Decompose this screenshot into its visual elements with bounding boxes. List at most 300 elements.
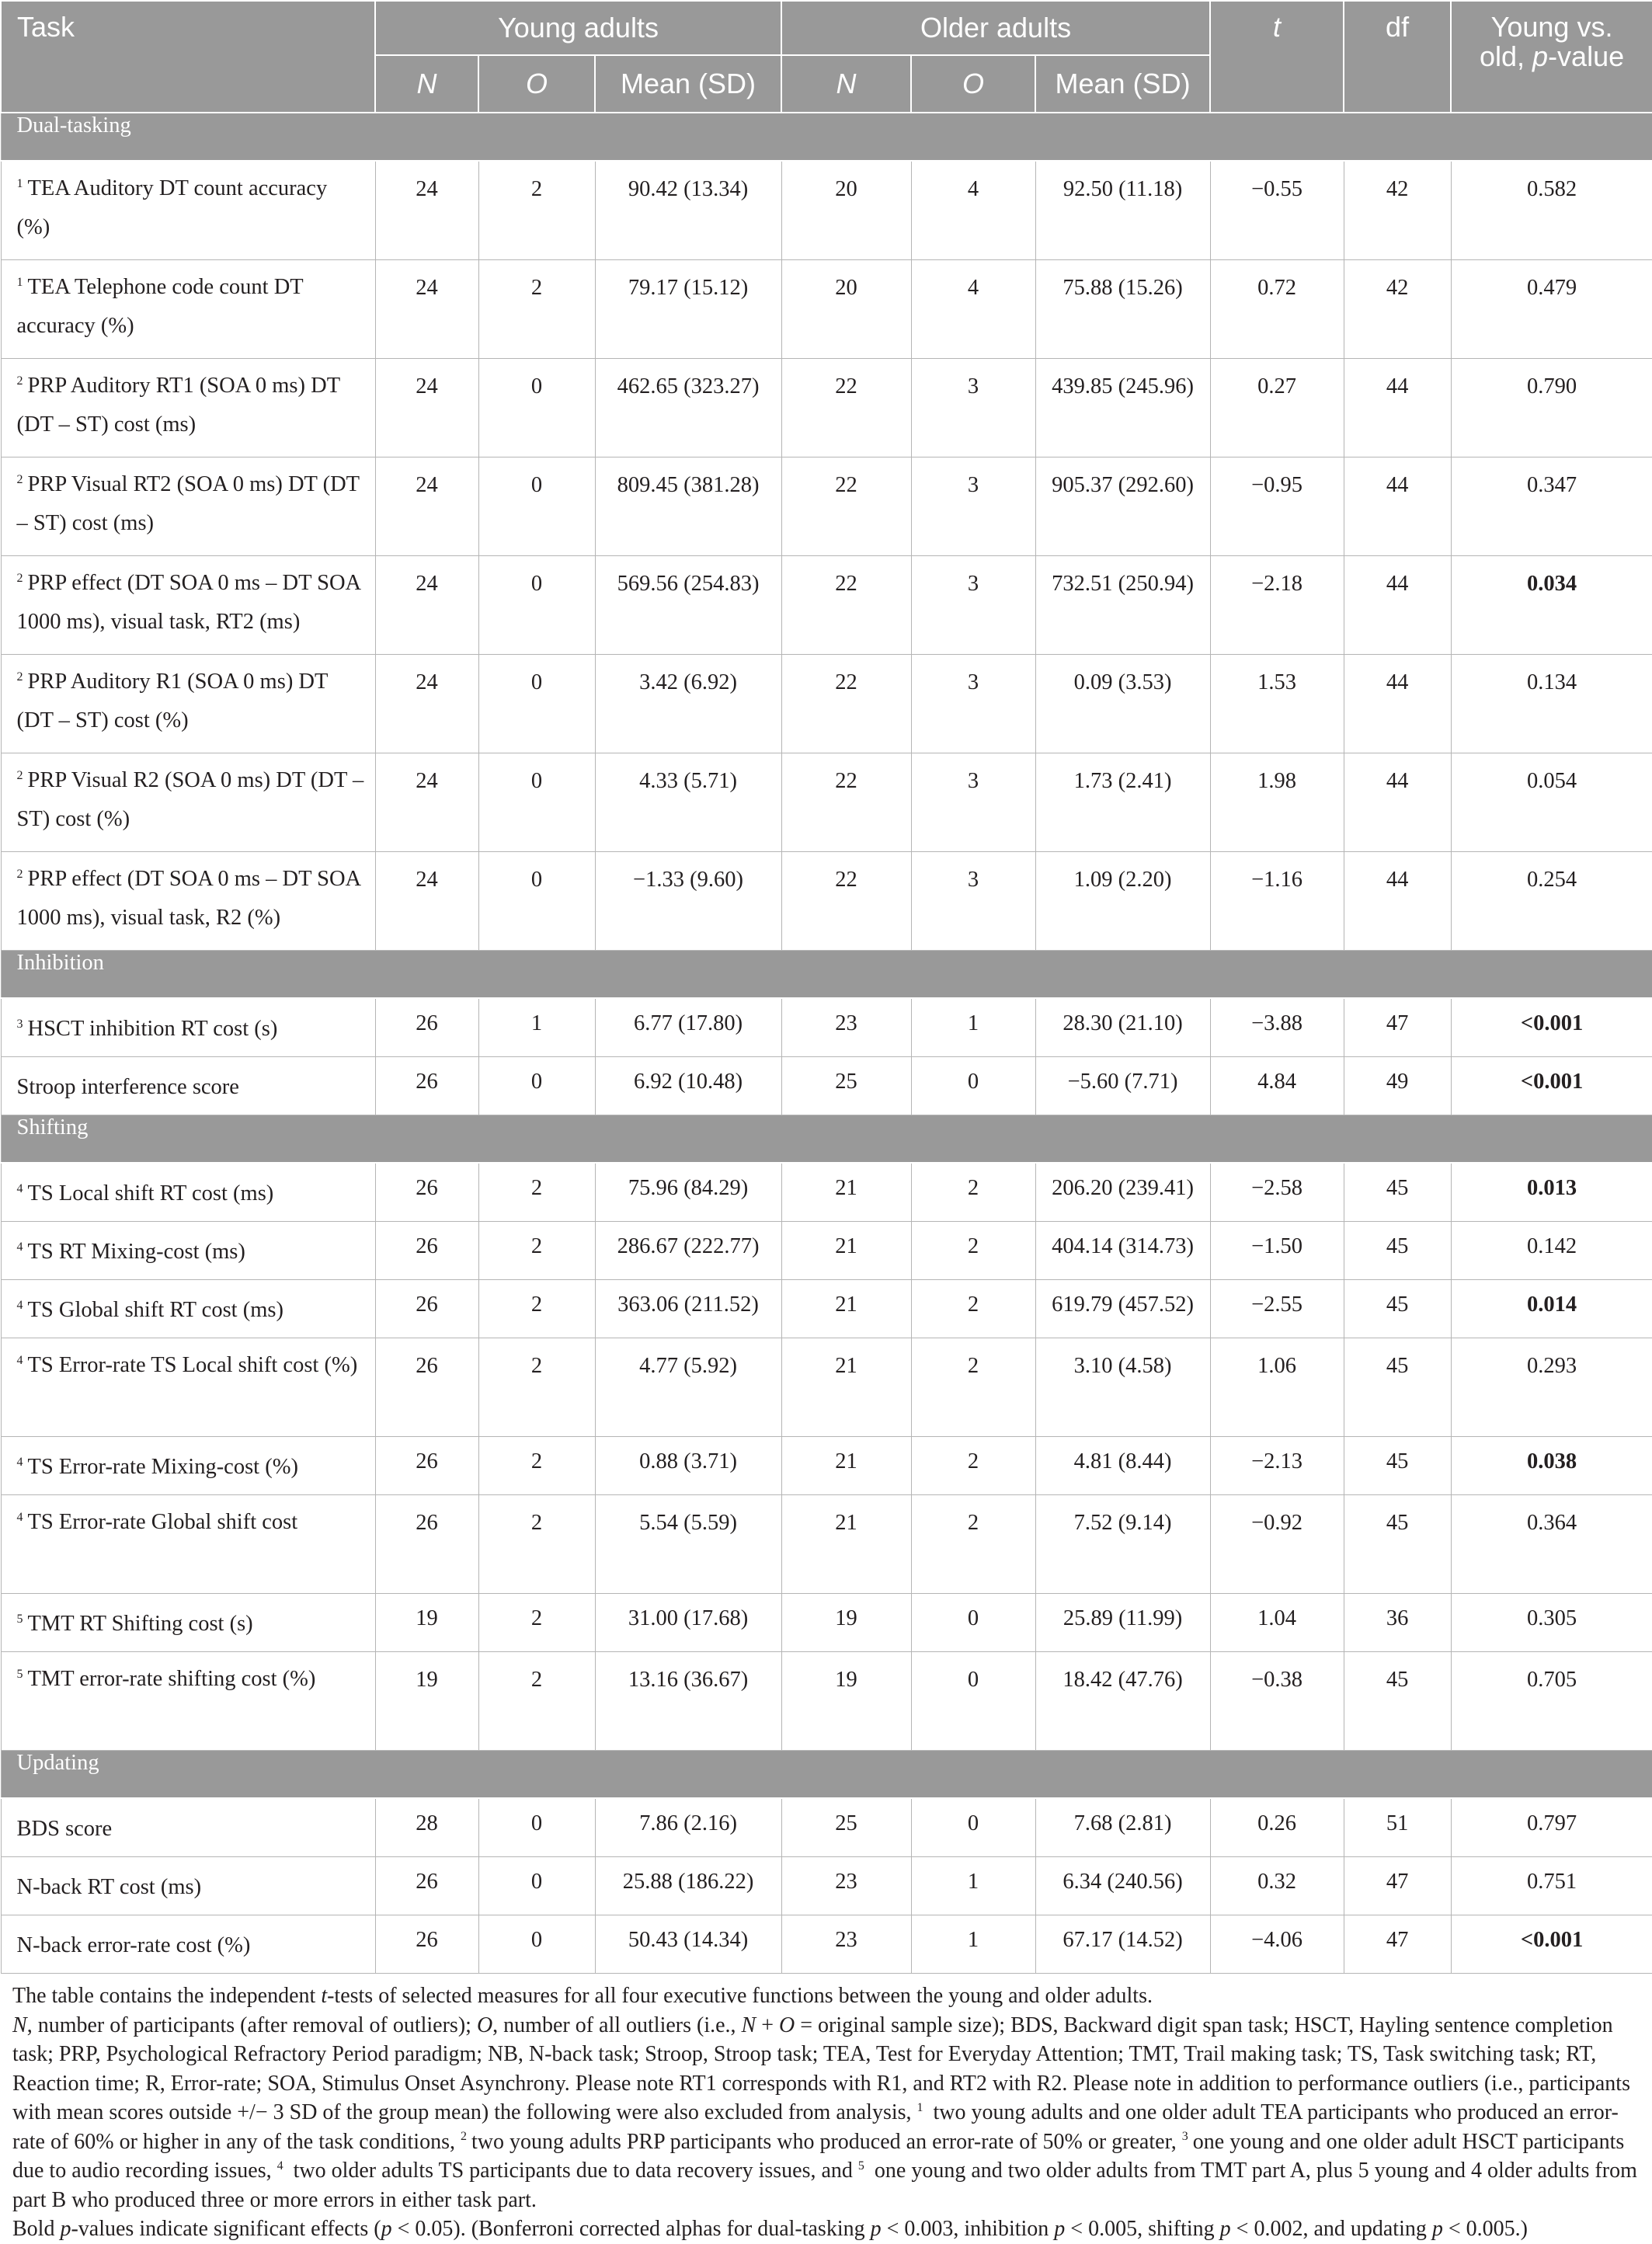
older-n-cell: 22 — [781, 753, 911, 852]
footnote-marker: 4 — [16, 1240, 23, 1254]
alpha-1-p: p — [870, 2217, 882, 2241]
young-o-cell: 0 — [478, 457, 595, 556]
task-label: PRP effect (DT SOA 0 ms – DT SOA 1000 ms), visual task, RT2 (ms) — [16, 571, 360, 634]
task-cell — [1, 1338, 375, 1437]
young-mean-sd-cell: 363.06 (211.52) — [595, 1280, 781, 1338]
older-mean-sd-cell: 25.89 (11.99) — [1035, 1594, 1210, 1652]
young-mean-sd-cell: 569.56 (254.83) — [595, 556, 781, 655]
table-row — [1, 359, 1652, 457]
older-n-cell: 21 — [781, 1437, 911, 1495]
older-n-cell: 21 — [781, 1163, 911, 1222]
task-cell — [1, 1594, 375, 1652]
older-o-cell: 1 — [911, 1915, 1035, 1974]
header-pvalue-pre: old, — [1479, 40, 1533, 72]
older-o-cell: 0 — [911, 1652, 1035, 1751]
task-cell — [1, 1222, 375, 1280]
footnote-marker: 2 — [16, 670, 23, 684]
older-o-cell: 3 — [911, 359, 1035, 457]
section-title: Updating — [1, 1751, 1652, 1799]
older-o-cell: 3 — [911, 457, 1035, 556]
young-n-cell: 26 — [375, 1057, 478, 1115]
df-value-cell: 44 — [1344, 556, 1451, 655]
section-header-row — [1, 1751, 1652, 1799]
df-value-cell: 45 — [1344, 1280, 1451, 1338]
table-row — [1, 260, 1652, 359]
df-value-cell: 45 — [1344, 1163, 1451, 1222]
header-t: t — [1210, 1, 1344, 113]
df-value-cell: 47 — [1344, 1857, 1451, 1915]
p-value-cell: 0.797 — [1451, 1798, 1652, 1857]
older-mean-sd-cell: 92.50 (11.18) — [1035, 161, 1210, 260]
task-label: TS Error-rate TS Local shift cost (%) — [27, 1353, 358, 1377]
t-value-cell: −0.95 — [1210, 457, 1344, 556]
young-o-cell: 2 — [478, 1652, 595, 1751]
task-label: Stroop interference score — [16, 1075, 239, 1099]
older-mean-sd-cell: 3.10 (4.58) — [1035, 1338, 1210, 1437]
task-cell — [1, 1495, 375, 1594]
older-n-cell: 23 — [781, 1857, 911, 1915]
caption-post: -tests of selected measures for all four executive functions between the young and older adults. — [327, 1984, 1153, 2008]
t-value-cell: −1.50 — [1210, 1222, 1344, 1280]
footnote-marker: 1 — [16, 176, 23, 190]
table-header — [1, 1, 1652, 113]
young-n-cell: 24 — [375, 161, 478, 260]
task-cell — [1, 852, 375, 951]
table-row — [1, 1915, 1652, 1974]
p-value-cell: 0.142 — [1451, 1222, 1652, 1280]
older-n-cell: 19 — [781, 1594, 911, 1652]
older-o-cell: 2 — [911, 1280, 1035, 1338]
footnote-marker: 2 — [16, 374, 23, 388]
footnote-marker: 1 — [16, 275, 23, 289]
section-header-row — [1, 113, 1652, 161]
t-value-cell: −4.06 — [1210, 1915, 1344, 1974]
older-n-cell: 21 — [781, 1495, 911, 1594]
footnote-5-text: one young and two older adults from TMT part A, plus 5 young and 4 older adults from part B who produced three or more errors in either task part. — [12, 2159, 1637, 2212]
p-value-cell: <0.001 — [1451, 1915, 1652, 1974]
task-cell — [1, 1857, 375, 1915]
table-row — [1, 852, 1652, 951]
young-n-cell: 19 — [375, 1594, 478, 1652]
header-pvalue-line1: Young vs. — [1490, 11, 1613, 43]
df-value-cell: 49 — [1344, 1057, 1451, 1115]
alpha-3-p: p — [1219, 2217, 1231, 2241]
alpha-2: < 0.005, shifting — [1065, 2217, 1220, 2241]
task-label: TMT error-rate shifting cost (%) — [27, 1667, 316, 1691]
task-label: TS Global shift RT cost (ms) — [27, 1298, 283, 1322]
table-body — [1, 113, 1652, 1974]
older-n-cell: 22 — [781, 556, 911, 655]
task-label: TS Error-rate Mixing-cost (%) — [27, 1455, 298, 1479]
table-row — [1, 161, 1652, 260]
young-mean-sd-cell: 462.65 (323.27) — [595, 359, 781, 457]
young-o-cell: 2 — [478, 1495, 595, 1594]
older-o-cell: 2 — [911, 1437, 1035, 1495]
p-value-cell: 0.790 — [1451, 359, 1652, 457]
t-value-cell: −0.55 — [1210, 161, 1344, 260]
young-n-cell: 24 — [375, 556, 478, 655]
task-label: TS RT Mixing-cost (ms) — [27, 1240, 245, 1264]
df-value-cell: 45 — [1344, 1338, 1451, 1437]
t-value-cell: 1.53 — [1210, 655, 1344, 753]
young-o-cell: 2 — [478, 1594, 595, 1652]
t-value-cell: 1.06 — [1210, 1338, 1344, 1437]
p-value-cell: 0.582 — [1451, 161, 1652, 260]
young-o-cell: 0 — [478, 359, 595, 457]
t-value-cell: 1.98 — [1210, 753, 1344, 852]
footnote-marker: 4 — [16, 1455, 23, 1469]
older-mean-sd-cell: 7.68 (2.81) — [1035, 1798, 1210, 1857]
task-label: PRP Visual RT2 (SOA 0 ms) DT (DT – ST) cost (ms) — [16, 472, 360, 535]
young-mean-sd-cell: 5.54 (5.59) — [595, 1495, 781, 1594]
task-cell — [1, 1163, 375, 1222]
t-value-cell: −2.18 — [1210, 556, 1344, 655]
footnote-2-text: two young adults PRP participants who produced an error-rate of 50% or greater, — [471, 2129, 1182, 2154]
footnote-marker: 2 — [16, 571, 23, 585]
task-cell — [1, 1652, 375, 1751]
older-o-cell: 1 — [911, 1857, 1035, 1915]
older-o-cell: 4 — [911, 161, 1035, 260]
young-n-cell: 24 — [375, 359, 478, 457]
table-row — [1, 1798, 1652, 1857]
t-value-cell: −2.55 — [1210, 1280, 1344, 1338]
df-value-cell: 42 — [1344, 260, 1451, 359]
p-value-cell: 0.054 — [1451, 753, 1652, 852]
young-n-cell: 19 — [375, 1652, 478, 1751]
footnote-marker: 5 — [16, 1667, 23, 1681]
footnote-abbreviations — [12, 2011, 1640, 2215]
header-pvalue — [1451, 1, 1652, 113]
df-value-cell: 45 — [1344, 1652, 1451, 1751]
older-o-cell: 2 — [911, 1163, 1035, 1222]
young-o-cell: 2 — [478, 1437, 595, 1495]
section-title: Dual-tasking — [1, 113, 1652, 161]
task-cell — [1, 753, 375, 852]
section-title: Shifting — [1, 1115, 1652, 1164]
df-value-cell: 47 — [1344, 1915, 1451, 1974]
young-mean-sd-cell: 4.33 (5.71) — [595, 753, 781, 852]
footnote-3-text: one young and one older adult HSCT participants due to audio recording issues, — [12, 2129, 1625, 2183]
young-n-cell: 26 — [375, 998, 478, 1057]
df-value-cell: 45 — [1344, 1437, 1451, 1495]
table-row — [1, 1857, 1652, 1915]
young-mean-sd-cell: 90.42 (13.34) — [595, 161, 781, 260]
table-row — [1, 998, 1652, 1057]
p-value-cell: 0.034 — [1451, 556, 1652, 655]
task-label: N-back error-rate cost (%) — [16, 1933, 251, 1957]
young-n-cell: 24 — [375, 457, 478, 556]
older-mean-sd-cell: 0.09 (3.53) — [1035, 655, 1210, 753]
young-o-cell: 0 — [478, 852, 595, 951]
young-mean-sd-cell: 75.96 (84.29) — [595, 1163, 781, 1222]
footnote-marker: 2 — [16, 768, 23, 782]
abbr-o: O — [476, 2013, 493, 2037]
header-task: Task — [1, 1, 375, 113]
task-label: HSCT inhibition RT cost (s) — [27, 1017, 278, 1041]
young-mean-sd-cell: 3.42 (6.92) — [595, 655, 781, 753]
t-value-cell: 0.32 — [1210, 1857, 1344, 1915]
older-o-cell: 3 — [911, 655, 1035, 753]
footnote-marker-1: 1 — [916, 2100, 923, 2114]
bold-p: p — [60, 2217, 71, 2241]
footnote-significance — [12, 2214, 1640, 2244]
alpha-2-p: p — [1054, 2217, 1066, 2241]
abbr-o-text: , number of all outliers (i.e., — [492, 2013, 742, 2037]
older-n-cell: 21 — [781, 1338, 911, 1437]
young-n-cell: 28 — [375, 1798, 478, 1857]
task-label: TMT RT Shifting cost (s) — [27, 1612, 253, 1636]
task-cell — [1, 1437, 375, 1495]
older-o-cell: 3 — [911, 852, 1035, 951]
young-n-cell: 26 — [375, 1338, 478, 1437]
p-value-cell: 0.347 — [1451, 457, 1652, 556]
young-o-cell: 1 — [478, 998, 595, 1057]
p-value-cell: <0.001 — [1451, 998, 1652, 1057]
df-value-cell: 36 — [1344, 1594, 1451, 1652]
p-value-cell: 0.014 — [1451, 1280, 1652, 1338]
task-label: BDS score — [16, 1817, 113, 1841]
older-n-cell: 21 — [781, 1280, 911, 1338]
task-label: PRP Auditory R1 (SOA 0 ms) DT (DT – ST) cost (%) — [16, 670, 328, 732]
p-value-cell: <0.001 — [1451, 1057, 1652, 1115]
table-row — [1, 655, 1652, 753]
older-mean-sd-cell: 732.51 (250.94) — [1035, 556, 1210, 655]
young-mean-sd-cell: 13.16 (36.67) — [595, 1652, 781, 1751]
df-value-cell: 44 — [1344, 852, 1451, 951]
older-mean-sd-cell: 206.20 (239.41) — [1035, 1163, 1210, 1222]
p-value-cell: 0.293 — [1451, 1338, 1652, 1437]
df-value-cell: 45 — [1344, 1222, 1451, 1280]
task-cell — [1, 457, 375, 556]
header-young-n: N — [375, 55, 478, 113]
older-mean-sd-cell: 619.79 (457.52) — [1035, 1280, 1210, 1338]
header-older-o: O — [911, 55, 1035, 113]
task-cell — [1, 556, 375, 655]
young-mean-sd-cell: 4.77 (5.92) — [595, 1338, 781, 1437]
older-n-cell: 20 — [781, 260, 911, 359]
older-n-cell: 22 — [781, 852, 911, 951]
young-o-cell: 0 — [478, 655, 595, 753]
young-mean-sd-cell: 50.43 (14.34) — [595, 1915, 781, 1974]
abbr-eq-plus: + — [756, 2013, 780, 2037]
table-row — [1, 1437, 1652, 1495]
t-value-cell: −1.16 — [1210, 852, 1344, 951]
t-value-cell: 4.84 — [1210, 1057, 1344, 1115]
young-mean-sd-cell: 6.92 (10.48) — [595, 1057, 781, 1115]
older-mean-sd-cell: 6.34 (240.56) — [1035, 1857, 1210, 1915]
footnote-marker-5: 5 — [857, 2159, 864, 2173]
older-n-cell: 22 — [781, 457, 911, 556]
p-value-cell: 0.479 — [1451, 260, 1652, 359]
older-mean-sd-cell: 1.09 (2.20) — [1035, 852, 1210, 951]
caption-t: t — [321, 1984, 328, 2008]
task-label: PRP Visual R2 (SOA 0 ms) DT (DT – ST) cost (%) — [16, 768, 364, 831]
older-o-cell: 3 — [911, 556, 1035, 655]
older-mean-sd-cell: 4.81 (8.44) — [1035, 1437, 1210, 1495]
footnote-1-text: two young adults and one older adult TEA participants who produced an error-rate of 60% or higher in any of the task conditions, — [12, 2100, 1619, 2154]
older-o-cell: 2 — [911, 1495, 1035, 1594]
older-mean-sd-cell: 75.88 (15.26) — [1035, 260, 1210, 359]
header-young-mean: Mean (SD) — [595, 55, 781, 113]
older-mean-sd-cell: 905.37 (292.60) — [1035, 457, 1210, 556]
young-o-cell: 0 — [478, 753, 595, 852]
p-value-cell: 0.364 — [1451, 1495, 1652, 1594]
table-row — [1, 556, 1652, 655]
task-label: N-back RT cost (ms) — [16, 1875, 202, 1899]
footnote-caption — [12, 1981, 1640, 2011]
p-value-cell: 0.134 — [1451, 655, 1652, 753]
young-n-cell: 24 — [375, 655, 478, 753]
task-label: TEA Auditory DT count accuracy (%) — [16, 176, 328, 239]
older-mean-sd-cell: 67.17 (14.52) — [1035, 1915, 1210, 1974]
bold-mid: -values indicate significant effects ( — [71, 2217, 381, 2241]
table-row — [1, 1594, 1652, 1652]
footnote-marker-3: 3 — [1181, 2130, 1188, 2144]
young-o-cell: 2 — [478, 1222, 595, 1280]
task-cell — [1, 260, 375, 359]
older-n-cell: 23 — [781, 1915, 911, 1974]
young-o-cell: 0 — [478, 1798, 595, 1857]
task-label: TS Local shift RT cost (ms) — [27, 1181, 274, 1205]
header-young-adults: Young adults — [375, 1, 781, 55]
alpha-3: < 0.002, and updating — [1230, 2217, 1432, 2241]
task-cell — [1, 998, 375, 1057]
header-df: df — [1344, 1, 1451, 113]
bold-post: < 0.05). (Bonferroni corrected alphas for dual-tasking — [391, 2217, 871, 2241]
task-label: TS Error-rate Global shift cost — [27, 1510, 298, 1534]
t-value-cell: 0.72 — [1210, 260, 1344, 359]
young-n-cell: 26 — [375, 1857, 478, 1915]
task-cell — [1, 1915, 375, 1974]
young-n-cell: 26 — [375, 1163, 478, 1222]
older-o-cell: 0 — [911, 1594, 1035, 1652]
df-value-cell: 42 — [1344, 161, 1451, 260]
df-value-cell: 47 — [1344, 998, 1451, 1057]
header-older-adults: Older adults — [781, 1, 1210, 55]
t-value-cell: −2.13 — [1210, 1437, 1344, 1495]
young-n-cell: 24 — [375, 753, 478, 852]
older-o-cell: 0 — [911, 1798, 1035, 1857]
older-o-cell: 4 — [911, 260, 1035, 359]
older-n-cell: 25 — [781, 1057, 911, 1115]
table-row — [1, 1057, 1652, 1115]
abbr-rest: = original sample size); BDS, Backward digit span task; HSCT, Hayling sentence completion task; PRP, Psychological Refractory Period paradigm; NB, N-back task; Stroop, Stroop task; TEA, Test for Everyday Attention; TMT, Trail making task; TS, Task switching task; RT, Reaction time; R, Error-rate; SOA, Stimulus Onset Asynchrony. Please note RT1 corresponds with R1, and RT2 with R2. Please note in addition to performance outliers (i.e., participants with mean scores outside +/− 3 SD of the group mean) the following were also excluded from analysis, — [12, 2013, 1630, 2124]
task-cell — [1, 1057, 375, 1115]
section-header-row — [1, 951, 1652, 999]
table-row — [1, 1222, 1652, 1280]
alpha-4: < 0.005.) — [1442, 2217, 1528, 2241]
df-value-cell: 45 — [1344, 1495, 1451, 1594]
young-n-cell: 26 — [375, 1915, 478, 1974]
footnote-marker: 4 — [16, 1181, 23, 1195]
older-n-cell: 19 — [781, 1652, 911, 1751]
young-n-cell: 26 — [375, 1437, 478, 1495]
section-title: Inhibition — [1, 951, 1652, 999]
footnote-marker: 2 — [16, 472, 23, 486]
young-mean-sd-cell: 809.45 (381.28) — [595, 457, 781, 556]
table-footnotes — [0, 1974, 1652, 2244]
df-value-cell: 44 — [1344, 655, 1451, 753]
t-value-cell: 0.27 — [1210, 359, 1344, 457]
p-value-cell: 0.751 — [1451, 1857, 1652, 1915]
abbr-n: N — [12, 2013, 27, 2037]
task-label: PRP Auditory RT1 (SOA 0 ms) DT (DT – ST) cost (ms) — [16, 374, 340, 437]
alpha-4-p: p — [1431, 2217, 1443, 2241]
task-cell — [1, 1280, 375, 1338]
older-o-cell: 2 — [911, 1222, 1035, 1280]
older-o-cell: 3 — [911, 753, 1035, 852]
older-o-cell: 2 — [911, 1338, 1035, 1437]
young-o-cell: 0 — [478, 556, 595, 655]
footnote-marker: 4 — [16, 1510, 23, 1524]
df-value-cell: 44 — [1344, 753, 1451, 852]
footnote-marker: 5 — [16, 1612, 23, 1626]
table-row — [1, 1163, 1652, 1222]
young-n-cell: 26 — [375, 1222, 478, 1280]
footnote-4-text: two older adults TS participants due to data recovery issues, and — [287, 2159, 858, 2183]
older-o-cell: 0 — [911, 1057, 1035, 1115]
young-mean-sd-cell: 25.88 (186.22) — [595, 1857, 781, 1915]
t-value-cell: 0.26 — [1210, 1798, 1344, 1857]
t-value-cell: 1.04 — [1210, 1594, 1344, 1652]
older-n-cell: 20 — [781, 161, 911, 260]
section-header-row — [1, 1115, 1652, 1164]
older-mean-sd-cell: 404.14 (314.73) — [1035, 1222, 1210, 1280]
p-value-cell: 0.254 — [1451, 852, 1652, 951]
table-row — [1, 457, 1652, 556]
alpha-1: < 0.003, inhibition — [881, 2217, 1055, 2241]
header-pvalue-post: -value — [1548, 40, 1625, 72]
task-cell — [1, 1798, 375, 1857]
older-n-cell: 21 — [781, 1222, 911, 1280]
older-mean-sd-cell: 1.73 (2.41) — [1035, 753, 1210, 852]
footnote-marker: 4 — [16, 1298, 23, 1312]
p-value-cell: 0.013 — [1451, 1163, 1652, 1222]
young-mean-sd-cell: 0.88 (3.71) — [595, 1437, 781, 1495]
young-mean-sd-cell: 6.77 (17.80) — [595, 998, 781, 1057]
df-value-cell: 51 — [1344, 1798, 1451, 1857]
young-o-cell: 2 — [478, 260, 595, 359]
t-value-cell: −2.58 — [1210, 1163, 1344, 1222]
young-mean-sd-cell: 286.67 (222.77) — [595, 1222, 781, 1280]
young-o-cell: 0 — [478, 1057, 595, 1115]
older-mean-sd-cell: 439.85 (245.96) — [1035, 359, 1210, 457]
young-o-cell: 0 — [478, 1857, 595, 1915]
older-o-cell: 1 — [911, 998, 1035, 1057]
young-mean-sd-cell: 7.86 (2.16) — [595, 1798, 781, 1857]
older-n-cell: 22 — [781, 655, 911, 753]
young-n-cell: 26 — [375, 1495, 478, 1594]
older-n-cell: 23 — [781, 998, 911, 1057]
t-value-cell: −3.88 — [1210, 998, 1344, 1057]
young-n-cell: 26 — [375, 1280, 478, 1338]
older-mean-sd-cell: 18.42 (47.76) — [1035, 1652, 1210, 1751]
older-mean-sd-cell: 7.52 (9.14) — [1035, 1495, 1210, 1594]
header-older-n: N — [781, 55, 911, 113]
p-value-cell: 0.705 — [1451, 1652, 1652, 1751]
header-older-mean: Mean (SD) — [1035, 55, 1210, 113]
older-n-cell: 25 — [781, 1798, 911, 1857]
young-o-cell: 2 — [478, 1163, 595, 1222]
bold-pre: Bold — [12, 2217, 61, 2241]
bold-p2: p — [381, 2217, 392, 2241]
footnote-marker: 2 — [16, 867, 23, 881]
young-o-cell: 2 — [478, 1338, 595, 1437]
older-mean-sd-cell: −5.60 (7.71) — [1035, 1057, 1210, 1115]
young-mean-sd-cell: 31.00 (17.68) — [595, 1594, 781, 1652]
young-o-cell: 0 — [478, 1915, 595, 1974]
abbr-eq-n: N — [741, 2013, 756, 2037]
